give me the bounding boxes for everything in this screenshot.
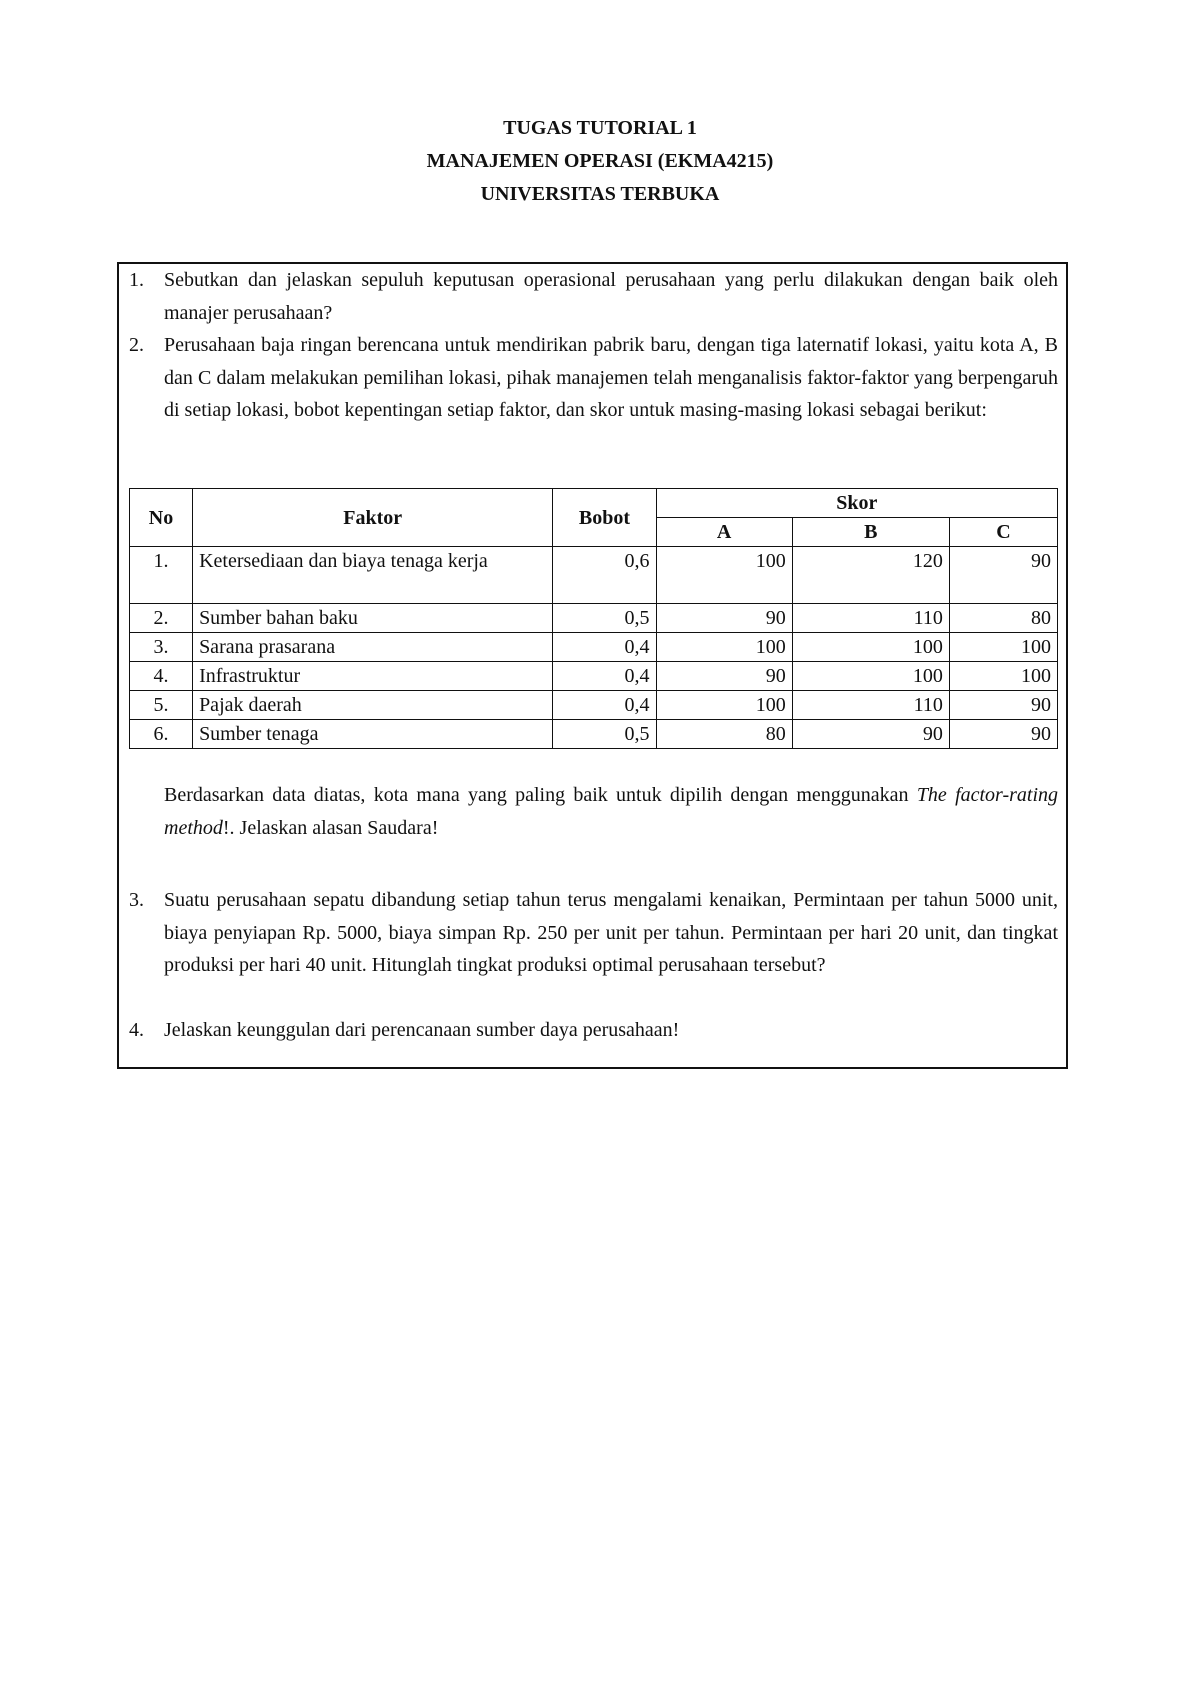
cell-no: 3. bbox=[130, 633, 193, 662]
cell-skor-c: 90 bbox=[949, 691, 1057, 720]
cell-skor-c: 90 bbox=[949, 720, 1057, 749]
col-header-b: B bbox=[792, 518, 949, 547]
cell-skor-b: 100 bbox=[792, 662, 949, 691]
question-text: Suatu perusahaan sepatu dibandung setiap tahun terus mengalami kenaikan, Permintaan per tahun 5000 unit, biaya penyiapan Rp. 5000, biaya simpan Rp. 250 per unit per tahun. Permintaan per hari 20 unit, dan tingkat produksi per hari 40 unit. Hitunglah tingkat produksi optimal perusahaan tersebut? bbox=[164, 889, 1058, 976]
cell-no: 4. bbox=[130, 662, 193, 691]
cell-skor-c: 100 bbox=[949, 662, 1057, 691]
followup-method-name: The factor-rating method bbox=[164, 784, 1059, 839]
question-number: 4. bbox=[129, 1019, 144, 1041]
followup-text-after: !. Jelaskan alasan Saudara! bbox=[222, 816, 439, 839]
question-3 bbox=[129, 884, 1058, 982]
col-header-no: No bbox=[130, 489, 193, 547]
cell-bobot: 0,4 bbox=[553, 662, 656, 691]
cell-skor-c: 100 bbox=[949, 633, 1057, 662]
cell-no: 6. bbox=[130, 720, 193, 749]
cell-skor-c: 90 bbox=[949, 547, 1057, 604]
questions-box bbox=[117, 262, 1068, 1069]
question-1 bbox=[129, 264, 1058, 329]
cell-skor-a: 90 bbox=[656, 604, 792, 633]
cell-bobot: 0,5 bbox=[553, 720, 656, 749]
col-header-a: A bbox=[656, 518, 792, 547]
cell-skor-b: 110 bbox=[792, 604, 949, 633]
col-header-c: C bbox=[949, 518, 1057, 547]
table-row bbox=[130, 633, 1058, 662]
cell-skor-a: 100 bbox=[656, 633, 792, 662]
question-2 bbox=[129, 329, 1058, 427]
cell-faktor: Sarana prasarana bbox=[193, 633, 553, 662]
table-row bbox=[130, 691, 1058, 720]
cell-faktor: Sumber bahan baku bbox=[193, 604, 553, 633]
cell-skor-b: 110 bbox=[792, 691, 949, 720]
cell-skor-a: 100 bbox=[656, 547, 792, 604]
question-text: Sebutkan dan jelaskan sepuluh keputusan operasional perusahaan yang perlu dilakukan dengan baik oleh manajer perusahaan? bbox=[164, 269, 1058, 324]
cell-bobot: 0,5 bbox=[553, 604, 656, 633]
table-row bbox=[130, 662, 1058, 691]
cell-skor-c: 80 bbox=[949, 604, 1057, 633]
col-header-bobot: Bobot bbox=[553, 489, 656, 547]
document-header bbox=[0, 112, 1200, 211]
cell-bobot: 0,4 bbox=[553, 633, 656, 662]
col-header-faktor: Faktor bbox=[193, 489, 553, 547]
col-header-skor: Skor bbox=[656, 489, 1057, 518]
header-title: TUGAS TUTORIAL 1 bbox=[503, 117, 697, 139]
followup-text-before: Berdasarkan data diatas, kota mana yang paling baik untuk dipilih dengan menggunakan bbox=[164, 784, 917, 806]
cell-faktor: Pajak daerah bbox=[193, 691, 553, 720]
cell-skor-b: 90 bbox=[792, 720, 949, 749]
question-4 bbox=[129, 1014, 1058, 1047]
question-number: 2. bbox=[129, 334, 144, 356]
cell-faktor: Sumber tenaga bbox=[193, 720, 553, 749]
cell-no: 1. bbox=[130, 547, 193, 604]
question-number: 1. bbox=[129, 269, 144, 291]
cell-skor-a: 100 bbox=[656, 691, 792, 720]
cell-skor-b: 100 bbox=[792, 633, 949, 662]
cell-skor-a: 80 bbox=[656, 720, 792, 749]
cell-faktor: Ketersediaan dan biaya tenaga kerja bbox=[193, 547, 553, 604]
table-row bbox=[130, 604, 1058, 633]
question-2-followup bbox=[164, 779, 1058, 844]
question-text: Jelaskan keunggulan dari perencanaan sumber daya perusahaan! bbox=[164, 1019, 680, 1041]
cell-skor-a: 90 bbox=[656, 662, 792, 691]
cell-no: 5. bbox=[130, 691, 193, 720]
cell-bobot: 0,6 bbox=[553, 547, 656, 604]
table-row bbox=[130, 547, 1058, 604]
question-number: 3. bbox=[129, 889, 144, 911]
cell-faktor: Infrastruktur bbox=[193, 662, 553, 691]
cell-no: 2. bbox=[130, 604, 193, 633]
header-university: UNIVERSITAS TERBUKA bbox=[480, 183, 720, 205]
table-row bbox=[130, 720, 1058, 749]
cell-bobot: 0,4 bbox=[553, 691, 656, 720]
factor-rating-table bbox=[129, 488, 1058, 749]
cell-skor-b: 120 bbox=[792, 547, 949, 604]
question-text: Perusahaan baja ringan berencana untuk mendirikan pabrik baru, dengan tiga laternatif lokasi, yaitu kota A, B dan C dalam melakukan pemilihan lokasi, pihak manajemen telah menganalisis faktor-faktor yang berpengaruh di setiap lokasi, bobot kepentingan setiap faktor, dan skor untuk masing-masing lokasi sebagai berikut: bbox=[164, 334, 1058, 421]
header-course: MANAJEMEN OPERASI (EKMA4215) bbox=[426, 150, 774, 172]
